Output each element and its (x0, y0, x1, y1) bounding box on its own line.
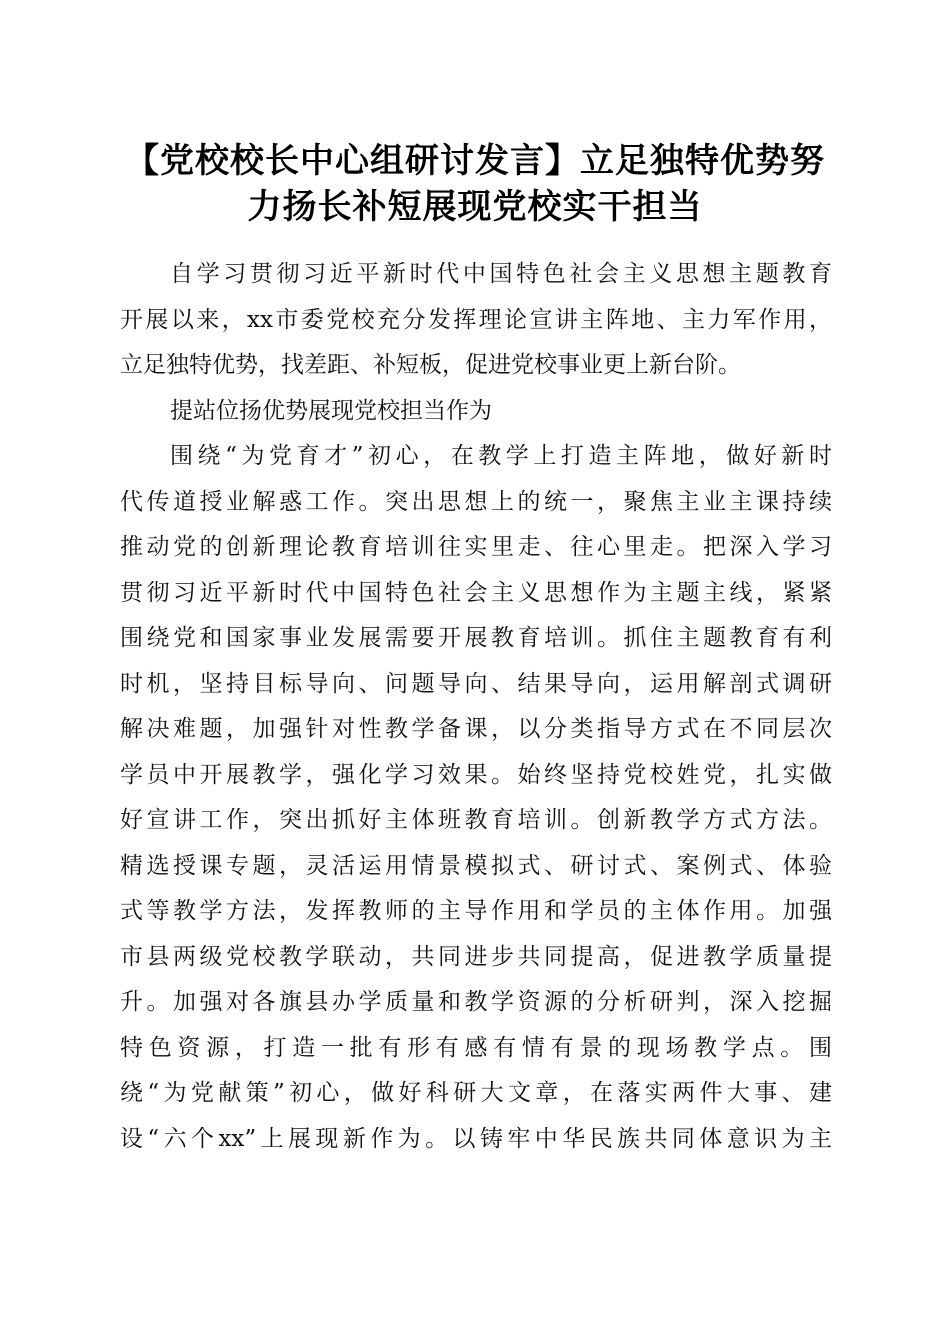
body-line: 开展以来，xx市委党校充分发挥理论宣讲主阵地、主力军作用， (120, 306, 832, 333)
body-line: 式等教学方法，发挥教师的主导作用和学员的主体作用。加强 (120, 898, 832, 924)
document-title (100, 138, 850, 230)
body-line: 围绕“为党育才”初心，在教学上打造主阵地，做好新时 (170, 443, 832, 469)
title-line-2: 力扬长补短展现党校实干担当 (247, 187, 703, 227)
body-line: 好宣讲工作，突出抓好主体班教育培训。创新教学方式方法。 (120, 807, 832, 833)
body-line: 立足独特优势，找差距、补短板，促进党校事业更上新台阶。 (120, 352, 741, 378)
body-line: 贯彻习近平新时代中国特色社会主义思想作为主题主线，紧紧 (120, 579, 832, 606)
title-line-1: 【党校校长中心组研讨发言】立足独特优势努 (125, 141, 825, 181)
body-line: 绕“为党献策”初心，做好科研大文章，在落实两件大事、建 (120, 1080, 832, 1106)
body-line: 市县两级党校教学联动，共同进步共同提高，促进教学质量提 (120, 943, 832, 970)
body-line: 推动党的创新理论教育培训往实里走、往心里走。把深入学习 (120, 534, 832, 560)
document-body (120, 252, 832, 1162)
body-line: 设“六个xx”上展现新作为。以铸牢中华民族共同体意识为主 (120, 1125, 832, 1152)
body-line: 自学习贯彻习近平新时代中国特色社会主义思想主题教育 (170, 261, 832, 287)
section-heading: 提站位扬优势展现党校担当作为 (170, 397, 492, 424)
body-line: 学员中开展教学，强化学习效果。始终坚持党校姓党，扎实做 (120, 761, 832, 788)
body-line: 解决难题，加强针对性教学备课，以分类指导方式在不同层次 (120, 716, 832, 742)
body-line: 时机，坚持目标导向、问题导向、结果导向，运用解剖式调研 (120, 670, 832, 697)
body-line: 升。加强对各旗县办学质量和教学资源的分析研判，深入挖掘 (120, 989, 832, 1015)
body-line: 围绕党和国家事业发展需要开展教育培训。抓住主题教育有利 (120, 625, 832, 651)
body-line: 特色资源，打造一批有形有感有情有景的现场教学点。围 (120, 1034, 832, 1061)
body-line: 精选授课专题，灵活运用情景模拟式、研讨式、案例式、体验 (120, 852, 832, 879)
body-line: 代传道授业解惑工作。突出思想上的统一，聚焦主业主课持续 (120, 488, 832, 515)
